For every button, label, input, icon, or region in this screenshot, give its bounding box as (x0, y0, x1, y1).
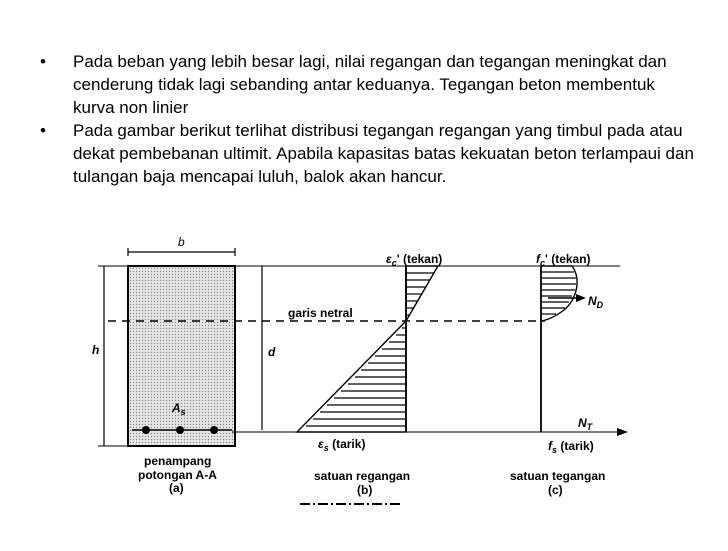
tension-stress-label: $f_s$ (tarik) (548, 439, 594, 455)
h-label: h (92, 343, 100, 357)
tension-strain-label: $\varepsilon_s$ (tarik) (318, 437, 366, 453)
rebar-dot (142, 426, 150, 434)
stress-strain-figure (0, 228, 728, 546)
rebar-dot (176, 426, 184, 434)
compression-stress-label: $f_c'$ (tekan) (536, 252, 591, 268)
bullet-item (40, 50, 700, 119)
compression-strain-label: $\varepsilon_c'$ (tekan) (386, 252, 443, 268)
neutral-axis-label: garis netral (288, 306, 353, 320)
as-label: $A_s$ (172, 401, 186, 417)
stress-diagram (510, 252, 605, 497)
compression-stress-curve (541, 266, 577, 321)
b-label: b (178, 235, 185, 249)
section-caption-line2: potongan A-A (138, 468, 217, 482)
strain-diagram (297, 252, 442, 497)
nt-label: $N_T$ (578, 416, 593, 432)
bullet-text: Pada gambar berikut terlihat distribusi tegangan regangan yang timbul pada atau dekat pembebanan ultimit. Apabila kapasitas batas kekuatan beton terlampaui dan tulangan baja mencapai luluh, balok akan hancur. (73, 121, 694, 186)
strain-caption: satuan regangan (314, 469, 411, 483)
bullet-marker: • (40, 121, 46, 140)
nd-label: $N_D$ (588, 294, 604, 310)
tension-hatch (306, 328, 406, 426)
cross-section (92, 235, 276, 495)
rebar-dot (210, 426, 218, 434)
bullet-text: Pada beban yang lebih besar lagi, nilai regangan dan tegangan meningkat dan cenderung tidak lagi sebanding antar keduanya. Tegangan beton membentuk kurva non linier (73, 52, 667, 117)
stress-strain-diagram (0, 228, 728, 546)
d-label: d (268, 345, 276, 359)
bullet-marker: • (40, 52, 46, 71)
strain-caption-tag: (b) (357, 483, 373, 497)
beam-section-rect (128, 266, 235, 446)
bullet-list (40, 50, 700, 188)
nd-arrow-head (576, 294, 586, 302)
stress-caption-tag: (c) (548, 483, 563, 497)
bullet-item (40, 119, 700, 188)
section-caption-tag: (a) (169, 481, 184, 495)
stress-hatch (541, 272, 576, 314)
section-caption-line1: penampang (144, 454, 212, 468)
reference-arrow-head (617, 428, 628, 436)
stress-caption: satuan tegangan (510, 469, 606, 483)
